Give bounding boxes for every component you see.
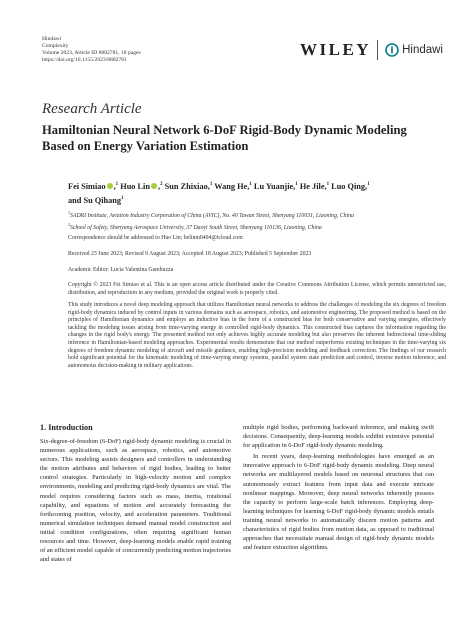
- author: Huo Lin: [120, 181, 150, 191]
- author: Wang He,: [214, 181, 250, 191]
- author-sup: 1: [367, 182, 370, 187]
- volume-line: Volume 2023, Article ID 8882781, 18 pages: [42, 50, 141, 56]
- author: Luo Qing,: [331, 181, 368, 191]
- affiliation-text: SADRI Institute, Aviation Industry Corporation of China (AVIC), No. 40 Tawan Street, Shenyang 110031, Liaoning, China: [70, 212, 354, 219]
- orcid-icon[interactable]: [151, 183, 157, 189]
- affiliation-sup: 1: [68, 210, 70, 215]
- correspondence: Correspondence should be addressed to Huo Lin; helinm0404@icloud.com: [68, 235, 243, 241]
- affiliation-2: [68, 221, 446, 233]
- intro-paragraph: Six-degree-of-freedom (6-DoF) rigid-body dynamic modeling is crucial in numerous applications, such as aerospace, robotics, and automotive sectors. This modeling assists designers and controllers in understanding the motion attributes and behaviors of rigid bodies, leading to better control strategies. Particularly in high-velocity motion and complex environments, modeling and predicting rigid-body dynamics are vital. The model requires considering factors such as mass, inertia, rotational capability, and equations of motion and accurately forecasting the forthcoming position, velocity, and acceleration parameters. Traditional numerical simulation techniques demand manual model construction and initial condition configurations, often requiring significant human resources and time. However, deep-learning models enable rapid training of an efficient model capable of concurrently predicting motion trajectories and states of: [40, 438, 232, 564]
- article-title: Hamiltonian Neural Network 6-DoF Rigid-Body Dynamic Modeling Based on Energy Variation Estimation: [42, 123, 407, 153]
- author: Lu Yuanjie,: [253, 181, 296, 191]
- publication-dates: Received 23 June 2023; Revised 9 August 2023; Accepted 18 August 2023; Published 5 September 2023: [68, 251, 312, 257]
- journal-meta: [42, 36, 141, 64]
- academic-editor: Academic Editor: Lucia Valentina Gambuzza: [68, 267, 174, 273]
- copyright-notice: Copyright © 2023 Fei Simiao et al. This is an open access article distributed under the Creative Commons Attribution License, which permits unrestricted use, distribution, and reproduction in any medium, provided the original work is properly cited.: [68, 282, 446, 296]
- intro-right-column: [243, 423, 434, 552]
- author-sup: 1: [209, 182, 213, 187]
- section-heading: 1. Introduction: [40, 423, 93, 432]
- author: Sun Zhixiao,: [164, 181, 210, 191]
- hindawi-mark-icon: [385, 43, 399, 57]
- intro-paragraph: In recent years, deep-learning methodologies have emerged as an innovative approach to 6-DoF rigid-body dynamic modeling. Deep neural networks are multilayered models based on neuronal structures that can autonomously extract features from input data and execute intricate nonlinear mappings. Moreover, deep neural networks inherently possess the capacity to perform large-scale batch inferences. Employing deep-learning techniques for learning 6-DoF rigid-body dynamic models entails training neural networks to automatically discern motion patterns and characteristics of rigid bodies from motion data, as opposed to traditional approaches that necessitate manual design of rigid-body dynamic models and feature extraction algorithms.: [243, 453, 434, 552]
- author-list: Fei Simiao ,$^1$ Huo Lin ,$^2$ Sun Zhixiao,$^1$ Wang He,$^1$ Lu Yuanjie,$^1$ He Jile,$^1$ Luo Qing,$^1$ and Su Qihang$^1$: [68, 181, 370, 205]
- journal-name: Complexity: [42, 43, 69, 49]
- logo-divider: [377, 40, 378, 60]
- affiliation-sup: 2: [68, 221, 70, 227]
- author-sup: 1: [115, 182, 119, 187]
- affiliation-1: [68, 209, 446, 221]
- author-sup: 1: [121, 195, 124, 201]
- affiliations: [68, 209, 446, 232]
- hindawi-logo: Hindawi: [402, 44, 443, 56]
- affiliation-text: School of Safety, Shenyang Aerospace University, 37 Daoyi South Street, Shenyang 110136, Liaoning, China: [70, 224, 322, 231]
- author-sup: 1: [249, 182, 252, 187]
- publisher-logos: [300, 40, 443, 60]
- author-sup: 2: [160, 182, 163, 187]
- orcid-icon[interactable]: [107, 183, 113, 189]
- wiley-logo: WILEY: [300, 40, 372, 59]
- publisher-name: Hindawi: [42, 36, 62, 42]
- abstract: This study introduces a novel deep modeling approach that utilizes Hamiltonian neural networks to address the challenges of modeling the six degrees of freedom rigid-body dynamics induced by control inputs in various domains such as aerospace, robotics, and automotive engineering. The proposed method is based on the principles of Hamiltonian dynamics and employs an inductive bias in the form of a constructed bias for both conservative and varying energies, effectively tackling the modeling issues arising from time-varying energy in controlled rigid-body dynamics. This constructed bias captures the information regarding the changes in the rigid body's energy. The presented method not only achieves highly accurate modeling but also preserves the inherent bidirectional time-sliding inference in Hamiltonian-based modeling approaches. Experimental results demonstrate that our method outperforms existing techniques in the time-varying six degrees of freedom dynamic modeling of aircraft and missile guidance, enabling high-precision modeling and feedback correction. The findings of our research hold significant potential for the kinematic modeling of time-varying energy systems, parallel system state prediction and control, inverse motion inference, and autonomous decision-making in military applications.: [68, 302, 446, 369]
- author-sup: 1: [326, 182, 330, 187]
- article-type: Research Article: [42, 101, 142, 117]
- author-sup: 1: [295, 182, 298, 187]
- author: and Su Qihang: [68, 195, 122, 205]
- author: Fei Simiao: [68, 181, 106, 191]
- intro-paragraph: multiple rigid bodies, performing backward inference, and making swift decisions. Consequently, deep-learning models exhibit extensive potential for application in 6-DoF rigid-body dynamic modeling.: [243, 424, 434, 450]
- author: He Jile,: [299, 181, 327, 191]
- doi-link[interactable]: https://doi.org/10.1155/2023/8882781: [42, 57, 127, 63]
- intro-left-column: [40, 437, 231, 564]
